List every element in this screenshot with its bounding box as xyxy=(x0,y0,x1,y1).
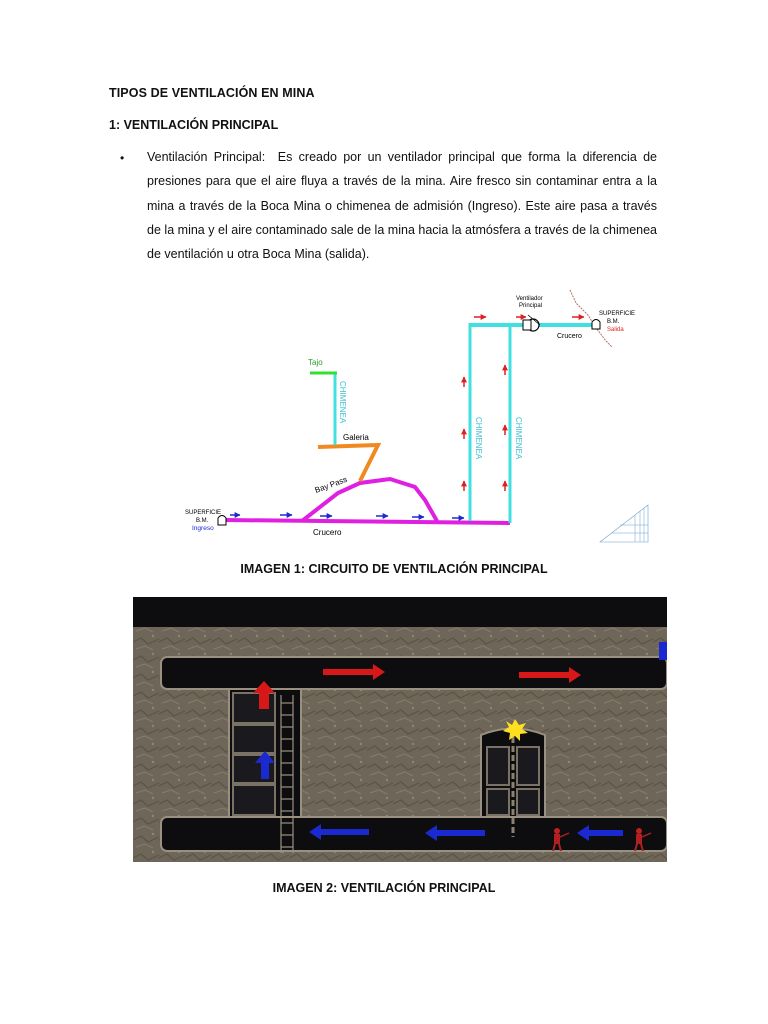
boca-mina-left-icon xyxy=(218,516,226,526)
section-heading: 1: VENTILACIÓN PRINCIPAL xyxy=(109,118,279,132)
page-title: TIPOS DE VENTILACIÓN EN MINA xyxy=(109,86,315,100)
body-paragraph xyxy=(147,145,657,266)
tajo-label: Tajo xyxy=(308,358,323,367)
sky-band xyxy=(133,597,667,627)
bm-right-label: B.M. xyxy=(607,319,620,325)
chimenea-left-label: CHIMENEA xyxy=(338,381,347,424)
upper-tunnel xyxy=(161,657,667,689)
paragraph-term: Ventilación Principal: xyxy=(147,150,266,164)
fresh-inlet-marker xyxy=(659,642,667,660)
surface-hatch xyxy=(600,505,648,542)
galeria-line xyxy=(318,445,378,481)
chimenea-mid-label: CHIMENEA xyxy=(474,417,483,460)
crucero-top-label: Crucero xyxy=(557,333,582,340)
bm-left-label: B.M. xyxy=(196,518,209,524)
superficie-right-label: SUPERFICIE xyxy=(599,311,636,317)
principal-label: Principal xyxy=(519,303,543,309)
bullet-marker: • xyxy=(120,151,125,165)
caption-image-2: IMAGEN 2: VENTILACIÓN PRINCIPAL xyxy=(272,881,496,895)
chimenea-right-label: CHIMENEA xyxy=(514,417,523,460)
superficie-left-label: SUPERFICIE xyxy=(185,510,222,516)
boca-mina-right-icon xyxy=(592,320,600,330)
ventilation-circuit-diagram xyxy=(180,285,650,550)
mine-ventilation-illustration xyxy=(133,597,667,862)
ingreso-label: Ingreso xyxy=(192,525,214,532)
caption-image-1: IMAGEN 1: CIRCUITO DE VENTILACIÓN PRINCIPAL xyxy=(240,562,548,576)
ventilador-label: Ventilador xyxy=(516,296,543,302)
crucero-bottom-label: Crucero xyxy=(313,528,342,537)
galeria-label: Galeria xyxy=(343,433,369,442)
bay-pass-label: Bay Pass xyxy=(313,474,349,495)
paragraph-body: Es creado por un ventilador principal que forma la diferencia de presiones para que el aire fluya a través de la mina. Aire fresco sin contaminar entra a la mina a través de la Boca Mina o chimenea de admisión (Ingreso). Este aire pasa a través de la mina y el aire contaminado sale de la mina hacia la atmósfera a través de la chimenea de ventilación u otra Boca Mina (salida). xyxy=(147,150,657,262)
salida-label: Salida xyxy=(607,327,624,333)
crucero-bottom-line xyxy=(225,520,510,523)
